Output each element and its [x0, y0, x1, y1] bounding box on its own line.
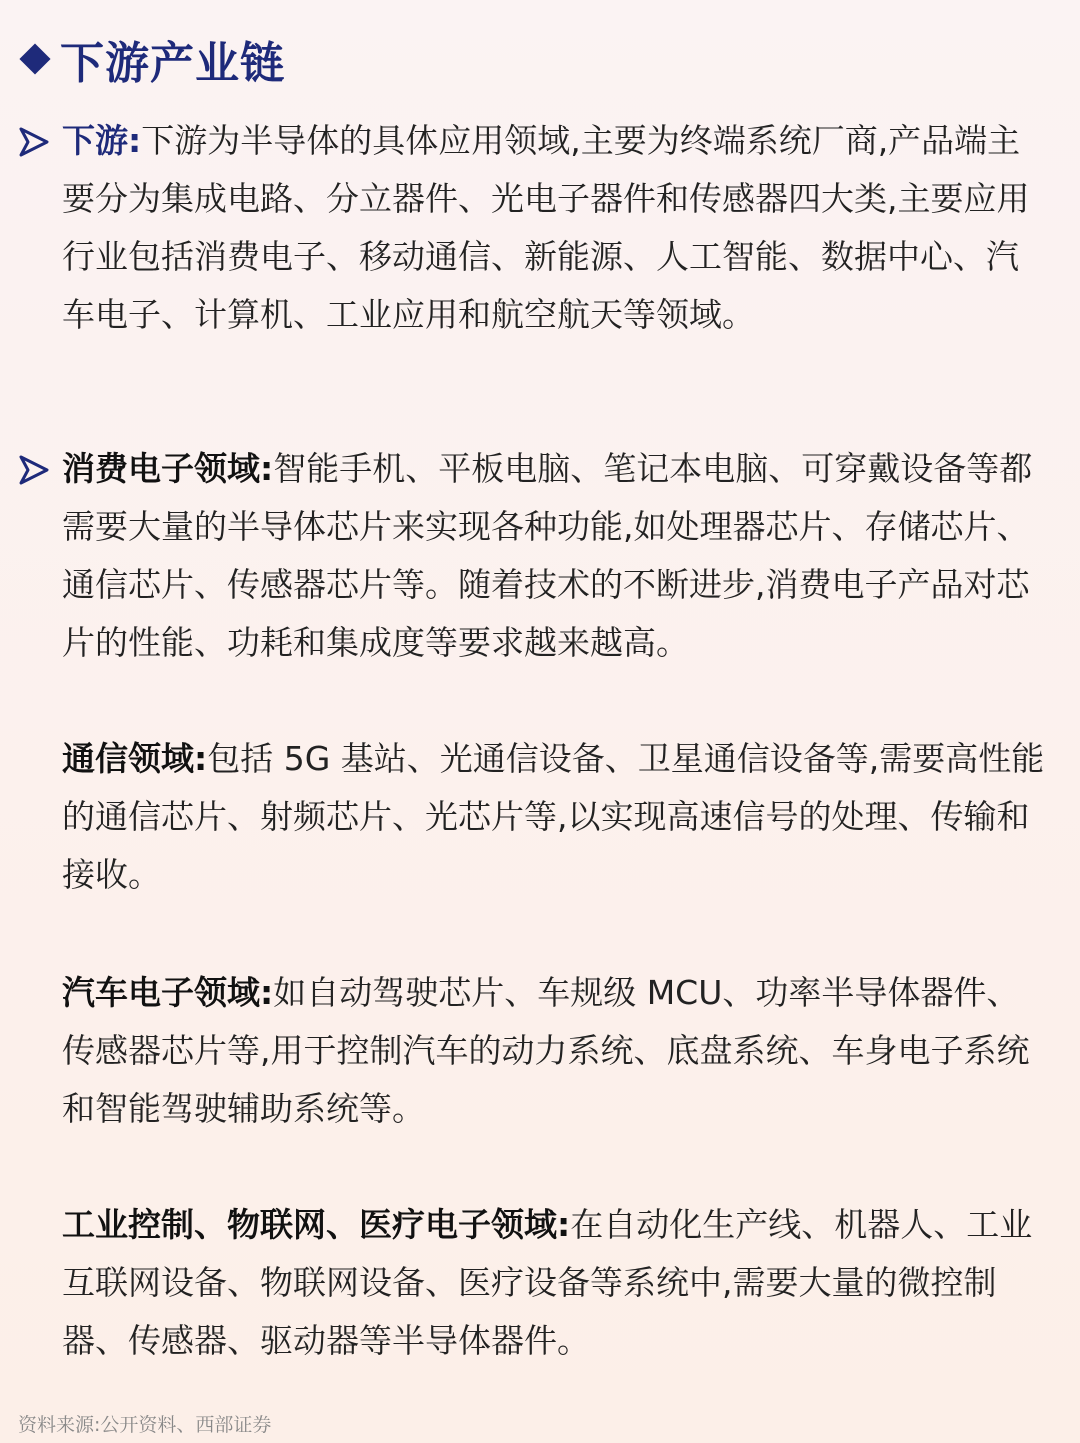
paragraph-body: 包括 5G 基站、光通信设备、卫星通信设备等,需要高性能的通信芯片、射频芯片、光芯片等,以实现高速信号的处理、传输和接收。: [62, 739, 1045, 894]
paragraph-body: 如自动驾驶芯片、车规级 MCU、功率半导体器件、传感器芯片等,用于控制汽车的动力系统、底盘系统、车身电子系统和智能驾驶辅助系统等。: [62, 973, 1030, 1128]
paragraph-automotive: [62, 964, 1047, 1138]
arrow-bullet-icon: [18, 454, 50, 486]
paragraph-industrial: [62, 1196, 1047, 1370]
paragraph-downstream: [62, 112, 1047, 344]
paragraph-body: 在自动化生产线、机器人、工业互联网设备、物联网设备、医疗设备等系统中,需要大量的微控制器、传感器、驱动器等半导体器件。: [62, 1205, 1033, 1360]
arrow-bullet-icon: [18, 126, 50, 158]
paragraph-body: 下游为半导体的具体应用领域,主要为终端系统厂商,产品端主要分为集成电路、分立器件、光电子器件和传感器四大类,主要应用行业包括消费电子、移动通信、新能源、人工智能、数据中心、汽车电子、计算机、工业应用和航空航天等领域。: [62, 121, 1030, 334]
paragraph-lead: 汽车电子领域:: [62, 973, 274, 1012]
paragraph-lead: 工业控制、物联网、医疗电子领域:: [62, 1205, 571, 1244]
paragraph-lead: 消费电子领域:: [62, 449, 274, 488]
source-note: 资料来源:公开资料、西部证券: [18, 1414, 272, 1436]
paragraph-consumer: [62, 440, 1047, 672]
paragraph-body: 智能手机、平板电脑、笔记本电脑、可穿戴设备等都需要大量的半导体芯片来实现各种功能,如处理器芯片、存储芯片、通信芯片、传感器芯片等。随着技术的不断进步,消费电子产品对芯片的性能、功耗和集成度等要求越来越高。: [62, 449, 1033, 662]
paragraph-lead: 通信领域:: [62, 739, 208, 778]
diamond-icon: [19, 43, 50, 74]
section-header: [18, 30, 285, 88]
paragraph-lead: 下游:: [62, 121, 142, 160]
page-title: 下游产业链: [60, 38, 285, 89]
paragraph-communication: [62, 730, 1047, 904]
